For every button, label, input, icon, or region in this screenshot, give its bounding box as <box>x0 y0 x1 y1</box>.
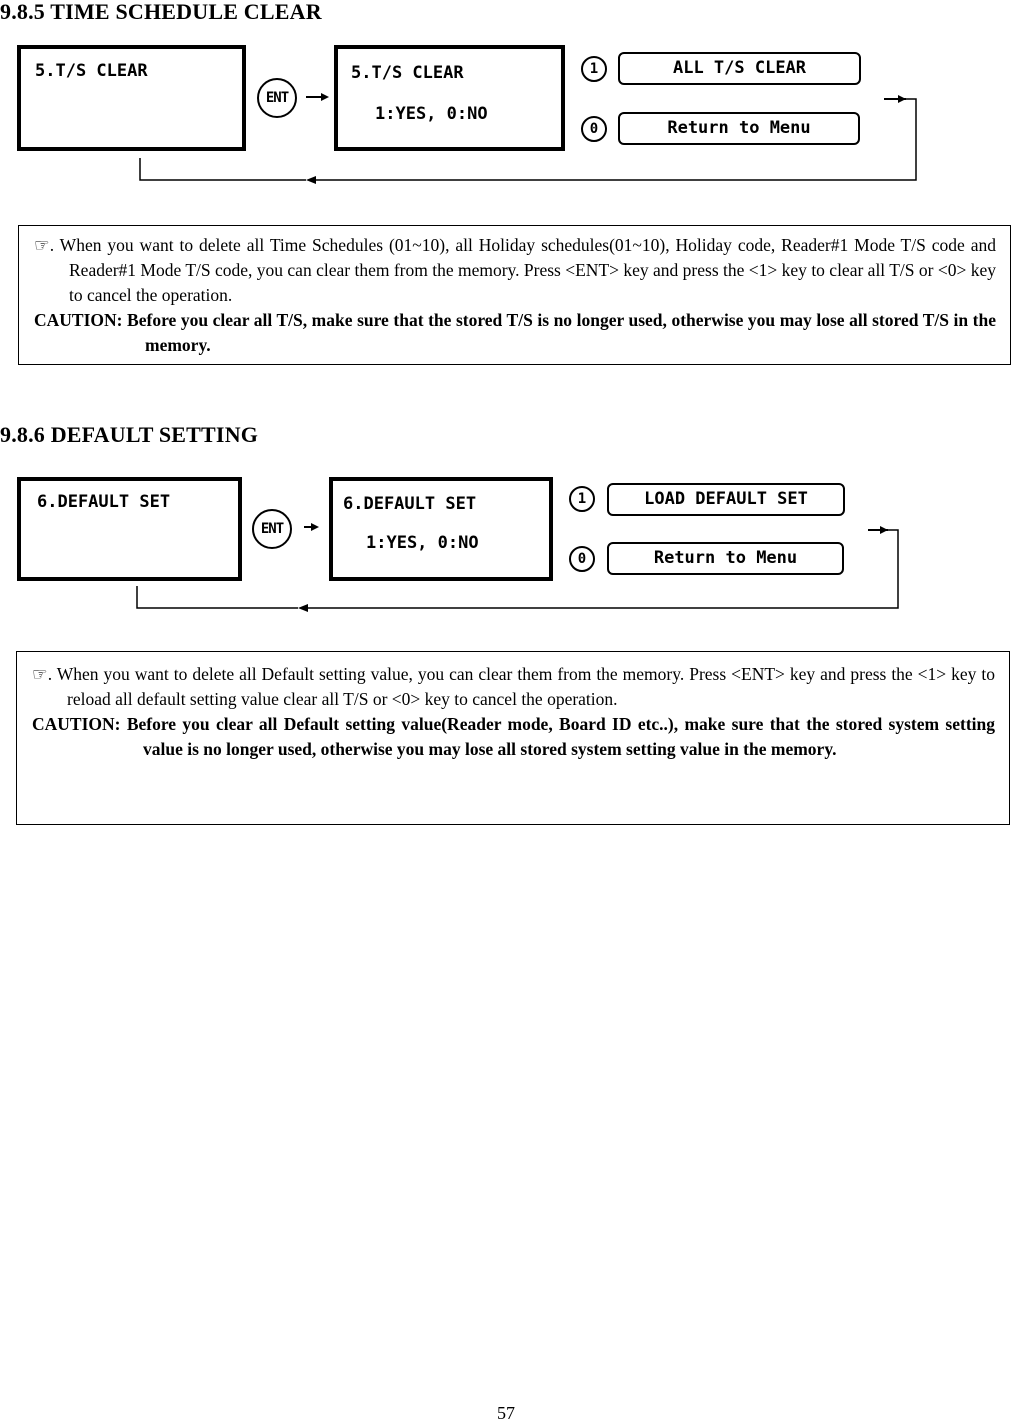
return-loop-line <box>140 158 306 180</box>
lcd-menu-text: 6.DEFAULT SET <box>37 492 171 512</box>
arrow-head <box>311 523 319 531</box>
lcd-screen-menu <box>17 477 242 581</box>
caution-paragraph <box>34 308 996 358</box>
key-1-icon: 1 <box>569 486 595 512</box>
note-text: . When you want to delete all Default setting value, you can clear them from the memory. Press <ENT> key and press the <1> key to reload all default setting value clear all T/S or <0> key to cancel the operation. <box>47 664 995 709</box>
note-paragraph <box>32 662 995 712</box>
key-0-icon: 0 <box>581 116 607 142</box>
section-heading-time-schedule-clear: 9.8.5 TIME SCHEDULE CLEAR <box>0 0 322 24</box>
lcd-confirm-title: 6.DEFAULT SET <box>343 494 477 514</box>
ent-key-icon: ENT <box>257 78 297 118</box>
caution-text: Before you clear all Default setting value(Reader mode, Board ID etc..), make sure that the stored system setting value is no longer used, otherwise you may lose all stored system setting value in the memory. <box>126 714 995 759</box>
page-number: 57 <box>497 1403 515 1423</box>
lcd-screen-menu <box>17 45 246 151</box>
ent-key-icon: ENT <box>252 509 292 549</box>
lcd-confirm-prompt: 1:YES, 0:NO <box>375 104 488 124</box>
caution-label: CAUTION: <box>34 310 123 330</box>
note-box-default-setting <box>16 651 1010 825</box>
key-1-icon: 1 <box>581 56 607 82</box>
section-heading-default-setting: 9.8.6 DEFAULT SETTING <box>0 422 259 447</box>
option-return-to-menu: Return to Menu <box>618 112 860 145</box>
note-box-time-schedule-clear <box>18 225 1011 365</box>
arrow-head <box>306 176 316 184</box>
pointing-hand-icon: ☞ <box>32 664 48 684</box>
note-text: . When you want to delete all Time Schedules (01~10), all Holiday schedules(01~10), Holiday code, Reader#1 Mode T/S code and Reader#1 Mode T/S code, you can clear them from the memory. Press <ENT> key and press the <1> key to clear all T/S or <0> key to cancel the operation. <box>49 235 996 305</box>
arrow-head <box>321 93 329 101</box>
option-all-ts-clear: ALL T/S CLEAR <box>618 52 861 85</box>
arrow-head <box>298 604 308 612</box>
caution-label: CAUTION: <box>32 714 121 734</box>
note-paragraph <box>34 233 996 308</box>
caution-paragraph <box>32 712 995 762</box>
lcd-confirm-title: 5.T/S CLEAR <box>351 63 464 83</box>
arrow-head <box>880 526 888 534</box>
key-0-icon: 0 <box>569 546 595 572</box>
return-loop-line <box>137 586 298 608</box>
option-load-default-set: LOAD DEFAULT SET <box>607 483 845 516</box>
caution-text: Before you clear all T/S, make sure that the stored T/S is no longer used, otherwise you may lose all stored T/S in the memory. <box>127 310 996 355</box>
option-return-to-menu: Return to Menu <box>607 542 844 575</box>
lcd-confirm-prompt: 1:YES, 0:NO <box>366 533 479 553</box>
arrow-head <box>898 95 906 103</box>
lcd-menu-text: 5.T/S CLEAR <box>35 61 148 81</box>
lcd-screen-confirm <box>334 45 565 151</box>
pointing-hand-icon: ☞ <box>34 235 50 255</box>
lcd-screen-confirm <box>329 477 553 581</box>
